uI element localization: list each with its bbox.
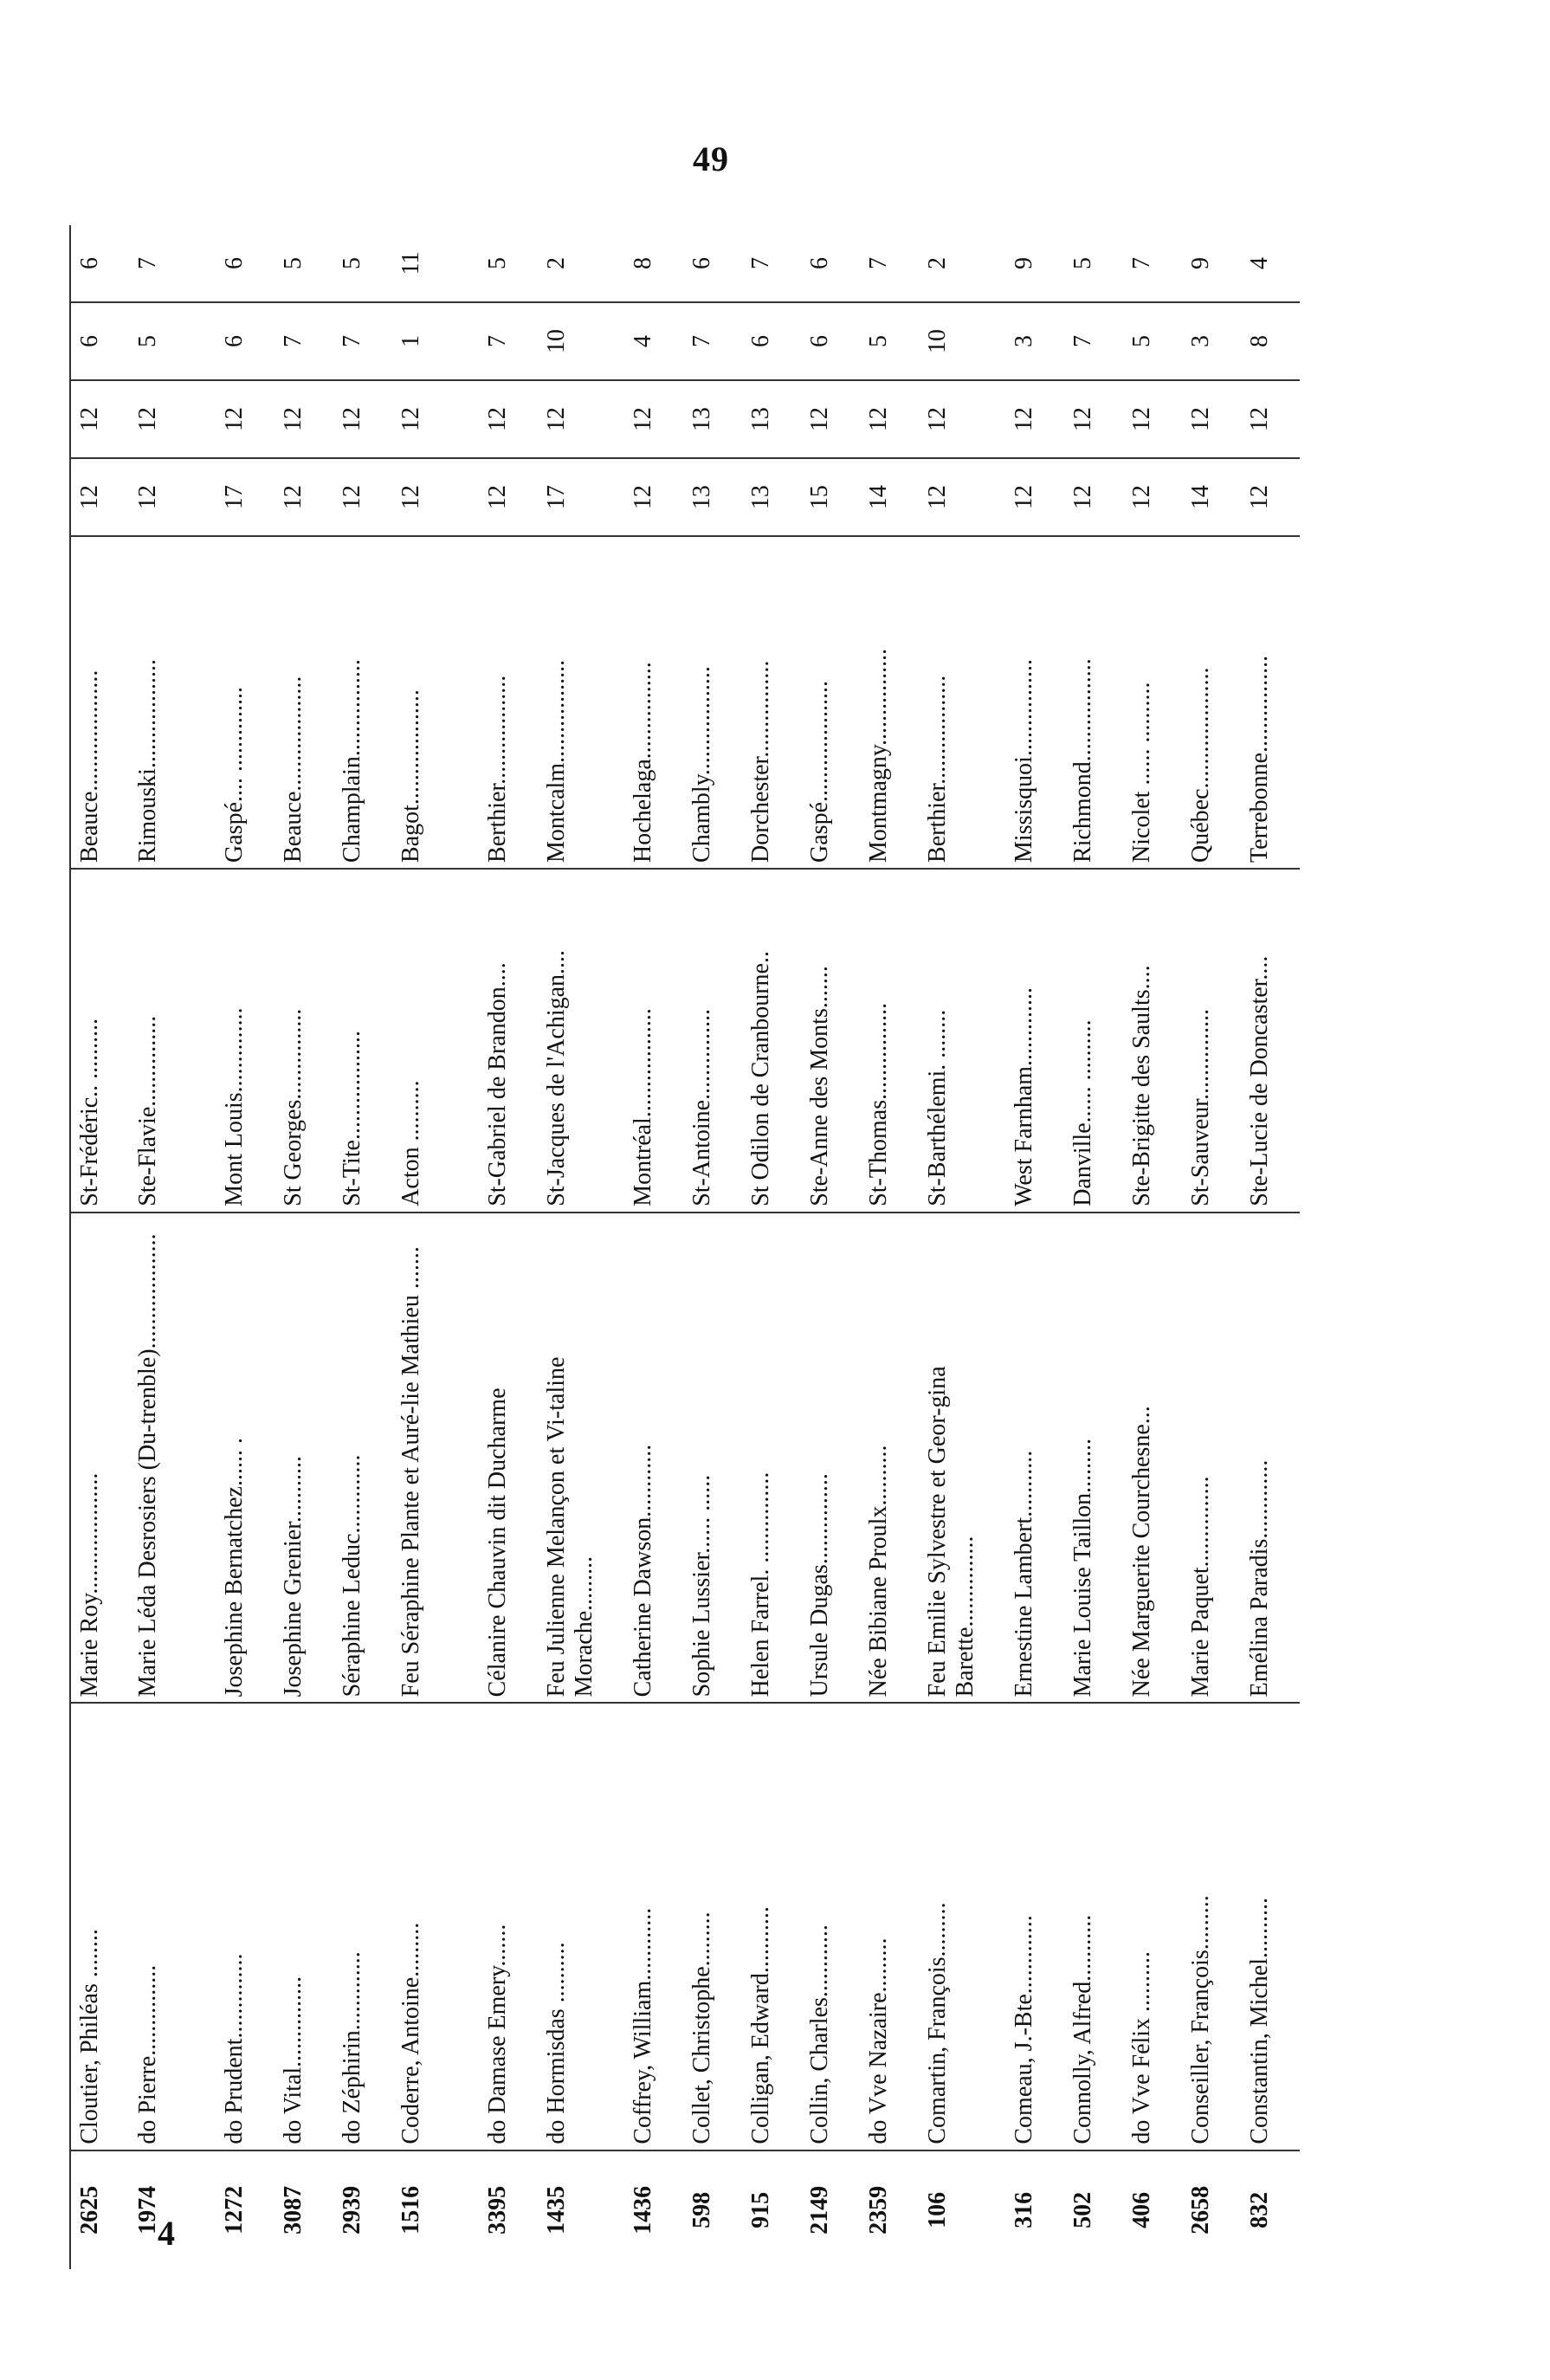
value-col-2: 12 (860, 380, 919, 458)
value-col-4: 7 (129, 225, 216, 302)
value-col-1: 13 (683, 458, 742, 536)
value-col-3: 7 (479, 302, 538, 380)
parish-name: St-Barthélemi. ........ (919, 869, 1005, 1213)
value-col-2: 12 (538, 380, 624, 458)
table-row (801, 225, 860, 2269)
applicant-name: Coderre, Antoine......... (392, 1703, 479, 2150)
spouse-name: Née Marguerite Courchesne... (1123, 1213, 1182, 1704)
value-col-3: 10 (538, 302, 624, 380)
applicant-name: Colligan, Edward........... (742, 1703, 801, 2150)
applicant-name: Comeau, J.-Bte............. (1005, 1703, 1064, 2150)
county-name: Bagot................... (392, 536, 479, 869)
parish-name: Mont Louis.............. (216, 869, 274, 1213)
spouse-name: Marie Roy.................... (70, 1213, 129, 1704)
value-col-1: 12 (70, 458, 129, 536)
value-col-2: 12 (129, 380, 216, 458)
value-col-4: 5 (333, 225, 392, 302)
value-col-3: 8 (1241, 302, 1300, 380)
value-col-2: 12 (392, 380, 479, 458)
county-name: Hochelaga................ (624, 536, 683, 869)
value-col-1: 12 (479, 458, 538, 536)
value-col-4: 6 (801, 225, 860, 302)
value-col-4: 4 (1241, 225, 1300, 302)
entry-number: 3395 (484, 2185, 511, 2234)
spouse-name: Emélina Paradis............. (1241, 1213, 1300, 1704)
spouse-name: Ernestine Lambert........... (1005, 1213, 1064, 1704)
entry-number: 1436 (630, 2185, 656, 2234)
parish-name: St Georges............... (274, 869, 333, 1213)
value-col-3: 6 (216, 302, 274, 380)
value-col-2: 12 (333, 380, 392, 458)
spouse-name: Marie Paquet............... (1182, 1213, 1241, 1704)
entry-number: 502 (1069, 2191, 1096, 2228)
table-row (129, 225, 216, 2269)
spouse-name: Feu Séraphine Plante et Auré-lie Mathieu ....... (392, 1213, 479, 1704)
parish-name: Ste-Anne des Monts....... (801, 869, 860, 1213)
value-col-3: 7 (333, 302, 392, 380)
applicant-name: do Vital............... (274, 1703, 333, 2150)
parish-name: Ste-Flavie............... (129, 869, 216, 1213)
value-col-4: 5 (274, 225, 333, 302)
parish-name: Ste-Lucie de Doncaster.... (1241, 869, 1300, 1213)
value-col-2: 12 (274, 380, 333, 458)
entry-number: 915 (747, 2191, 774, 2228)
applicant-name: Collet, Christophe......... (683, 1703, 742, 2150)
parish-name: Acton .......... (392, 869, 479, 1213)
value-col-3: 4 (624, 302, 683, 380)
applicant-name: do Prudent.............. (216, 1703, 274, 2150)
county-name: Berthier.................. (919, 536, 1005, 869)
applicant-name: do Vve Nazaire......... (860, 1703, 919, 2150)
entry-number: 1272 (221, 2185, 248, 2234)
value-col-4: 9 (1005, 225, 1064, 302)
value-col-4: 7 (742, 225, 801, 302)
table-row (1241, 225, 1300, 2269)
spouse-name: Feu Julienne Melançon et Vi-taline Morache......... (538, 1213, 624, 1704)
value-col-1: 12 (1064, 458, 1123, 536)
entry-number: 406 (1128, 2191, 1155, 2228)
county-name: Chambly.................. (683, 536, 742, 869)
value-col-1: 12 (1123, 458, 1182, 536)
parish-name: St-Tite.................. (333, 869, 392, 1213)
value-col-3: 6 (801, 302, 860, 380)
applicant-name: do Vve Félix .......... (1123, 1703, 1182, 2150)
county-name: Gaspé.... .............. (216, 536, 274, 869)
table-row (742, 225, 801, 2269)
spouse-name: Sophie Lussier...... ...... (683, 1213, 742, 1704)
value-col-1: 12 (919, 458, 1005, 536)
applicant-name: Coffrey, William............ (624, 1703, 683, 2150)
county-name: Québec.................... (1182, 536, 1241, 869)
entry-number: 832 (1246, 2191, 1273, 2228)
page-number: 49 (693, 139, 729, 178)
value-col-1: 14 (860, 458, 919, 536)
parish-name: Danville...... .......... (1064, 869, 1123, 1213)
spouse-name: Josephine Grenier........... (274, 1213, 333, 1704)
spouse-name: Marie Louise Taillon......... (1064, 1213, 1123, 1704)
value-col-3: 7 (683, 302, 742, 380)
entry-number: 2939 (339, 2185, 365, 2234)
value-col-4: 6 (216, 225, 274, 302)
applicant-name: do Zéphirin............. (333, 1703, 392, 2150)
county-name: Gaspé.................... (801, 536, 860, 869)
parish-name: St-Sauveur............... (1182, 869, 1241, 1213)
applicant-name: Conseiller, François......... (1182, 1703, 1241, 2150)
applicant-name: do Hormisdas .......... (538, 1703, 624, 2150)
value-col-1: 12 (274, 458, 333, 536)
value-col-3: 5 (1123, 302, 1182, 380)
entry-number: 2149 (806, 2185, 833, 2234)
value-col-1: 13 (742, 458, 801, 536)
value-col-4: 2 (538, 225, 624, 302)
parish-name: St-Thomas................ (860, 869, 919, 1213)
value-col-4: 6 (70, 225, 129, 302)
table-row (538, 225, 624, 2269)
table-row (860, 225, 919, 2269)
county-name: Beauce................... (274, 536, 333, 869)
value-col-1: 12 (1005, 458, 1064, 536)
value-col-2: 12 (801, 380, 860, 458)
spouse-name: Helen Farrel. ............... (742, 1213, 801, 1704)
entry-number: 2625 (76, 2185, 103, 2234)
register-table-wrapper (69, 225, 1368, 2269)
register-table (69, 225, 1300, 2269)
spouse-name: Née Bibiane Proulx.......... (860, 1213, 919, 1704)
value-col-3: 7 (1064, 302, 1123, 380)
applicant-name: Comartin, François......... (919, 1703, 1005, 2150)
parish-name: Ste-Brigitte des Saults.... (1123, 869, 1182, 1213)
table-row (70, 225, 129, 2269)
parish-name: St-Gabriel de Brandon.... (479, 869, 538, 1213)
value-col-2: 12 (919, 380, 1005, 458)
entry-number: 2359 (865, 2185, 892, 2234)
value-col-3: 10 (919, 302, 1005, 380)
value-col-1: 17 (538, 458, 624, 536)
county-name: Montcalm................. (538, 536, 624, 869)
parish-name: St-Antoine............... (683, 869, 742, 1213)
value-col-3: 3 (1182, 302, 1241, 380)
table-row (919, 225, 1005, 2269)
spouse-name: Ursule Dugas............... (801, 1213, 860, 1704)
value-col-3: 5 (860, 302, 919, 380)
table-row (333, 225, 392, 2269)
value-col-2: 12 (624, 380, 683, 458)
table-row (392, 225, 479, 2269)
table-row (624, 225, 683, 2269)
value-col-4: 9 (1182, 225, 1241, 302)
value-col-1: 17 (216, 458, 274, 536)
value-col-3: 6 (742, 302, 801, 380)
entry-number: 1516 (397, 2185, 424, 2234)
value-col-4: 5 (479, 225, 538, 302)
value-col-2: 13 (742, 380, 801, 458)
county-name: Richmond................. (1064, 536, 1123, 869)
spouse-name: Catherine Dawson............ (624, 1213, 683, 1704)
value-col-2: 12 (70, 380, 129, 458)
table-row (1123, 225, 1182, 2269)
value-col-1: 12 (392, 458, 479, 536)
value-col-1: 14 (1182, 458, 1241, 536)
applicant-name: do Damase Emery....... (479, 1703, 538, 2150)
table-row (1005, 225, 1064, 2269)
applicant-name: do Pierre............... (129, 1703, 216, 2150)
spouse-name: Célanire Chauvin dit Ducharme (479, 1213, 538, 1704)
county-name: Dorchester................ (742, 536, 801, 869)
applicant-name: Constantin, Michel.......... (1241, 1703, 1300, 2150)
spouse-name: Marie Léda Desrosiers (Du-trenble)................... (129, 1213, 216, 1704)
parish-name: Montréal.................. (624, 869, 683, 1213)
value-col-1: 12 (333, 458, 392, 536)
value-col-4: 5 (1064, 225, 1123, 302)
parish-name: West Farnham............. (1005, 869, 1064, 1213)
spouse-name: Séraphine Leduc............. (333, 1213, 392, 1704)
value-col-1: 12 (129, 458, 216, 536)
value-col-1: 12 (1241, 458, 1300, 536)
applicant-name: Collin, Charles............ (801, 1703, 860, 2150)
value-col-4: 7 (860, 225, 919, 302)
value-col-4: 7 (1123, 225, 1182, 302)
value-col-3: 1 (392, 302, 479, 380)
table-row (216, 225, 274, 2269)
applicant-name: Cloutier, Philéas ........ (70, 1703, 129, 2150)
applicant-name: Connolly, Alfred........... (1064, 1703, 1123, 2150)
value-col-4: 6 (683, 225, 742, 302)
value-col-2: 12 (1123, 380, 1182, 458)
table-row (683, 225, 742, 2269)
entry-number: 106 (924, 2191, 951, 2228)
value-col-3: 5 (129, 302, 216, 380)
value-col-2: 12 (1005, 380, 1064, 458)
value-col-2: 12 (1064, 380, 1123, 458)
table-row (274, 225, 333, 2269)
value-col-3: 3 (1005, 302, 1064, 380)
entry-number: 1974 (134, 2185, 161, 2234)
value-col-2: 12 (479, 380, 538, 458)
rotated-table (69, 225, 1368, 2269)
entry-number: 316 (1011, 2191, 1037, 2228)
parish-name: St Odilon de Cranbourne.. (742, 869, 801, 1213)
value-col-4: 11 (392, 225, 479, 302)
county-name: Berthier.................. (479, 536, 538, 869)
county-name: Montmagny................ (860, 536, 919, 869)
county-name: Beauce.................... (70, 536, 129, 869)
entry-number: 2658 (1187, 2185, 1214, 2234)
value-col-4: 8 (624, 225, 683, 302)
value-col-2: 12 (1182, 380, 1241, 458)
value-col-4: 2 (919, 225, 1005, 302)
entry-number: 3087 (280, 2185, 307, 2234)
value-col-3: 6 (70, 302, 129, 380)
county-name: Terrebonne................ (1241, 536, 1300, 869)
table-row (1182, 225, 1241, 2269)
value-col-3: 7 (274, 302, 333, 380)
value-col-2: 12 (1241, 380, 1300, 458)
entry-number: 598 (688, 2191, 715, 2228)
parish-name: St-Jacques de l'Achigan.... (538, 869, 624, 1213)
value-col-1: 12 (624, 458, 683, 536)
spouse-name: Josephine Bernatchez...... . (216, 1213, 274, 1704)
table-row (1064, 225, 1123, 2269)
county-name: Champlain................ (333, 536, 392, 869)
parish-name: St-Frédéric.. .......... (70, 869, 129, 1213)
county-name: Nicolet ...... .......... (1123, 536, 1182, 869)
county-name: Missisquoi................ (1005, 536, 1064, 869)
sheet-number: 4 (158, 2214, 175, 2253)
value-col-2: 12 (216, 380, 274, 458)
value-col-2: 13 (683, 380, 742, 458)
value-col-1: 15 (801, 458, 860, 536)
table-row (479, 225, 538, 2269)
spouse-name: Feu Emilie Sylvestre et Geor-gina Barette............... (919, 1213, 1005, 1704)
county-name: Rimouski.................. (129, 536, 216, 869)
entry-number: 1435 (543, 2185, 570, 2234)
